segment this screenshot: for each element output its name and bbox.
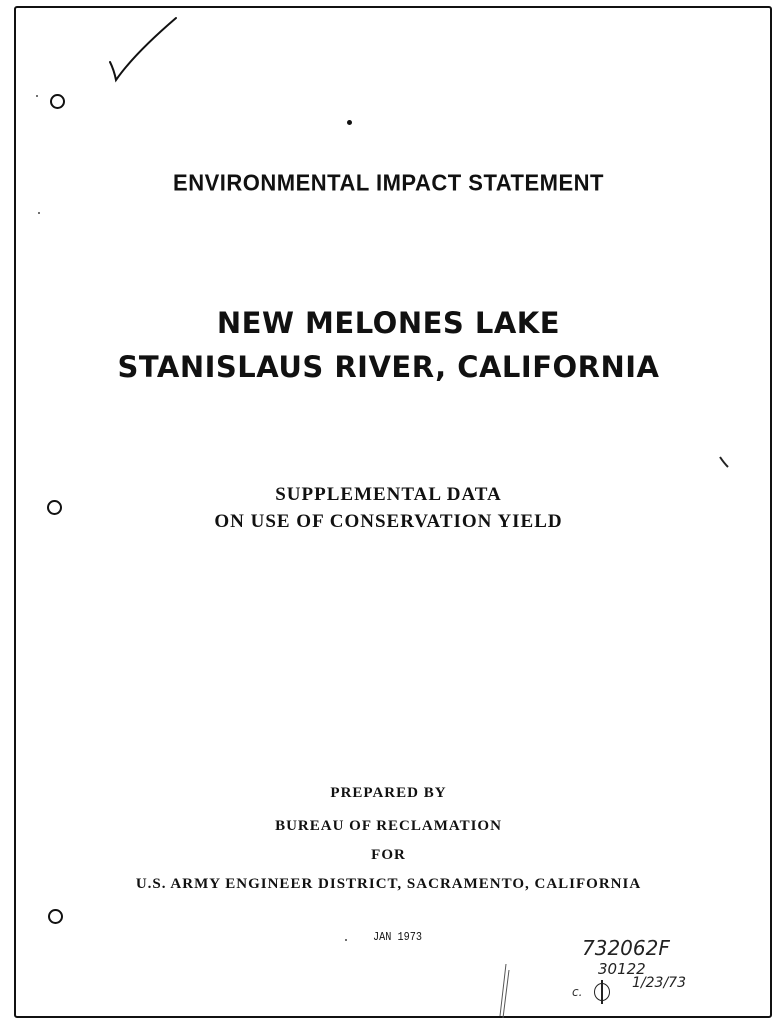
checkmark-icon bbox=[104, 14, 184, 84]
handwritten-id: 732062F bbox=[582, 936, 670, 960]
title-line-2: STANISLAUS RIVER, CALIFORNIA bbox=[117, 350, 660, 384]
speck bbox=[345, 939, 347, 941]
speck bbox=[36, 95, 38, 97]
scratch-mark bbox=[494, 960, 514, 1020]
preparer-name: BUREAU OF RECLAMATION bbox=[275, 818, 502, 834]
document-header: ENVIRONMENTAL IMPACT STATEMENT bbox=[173, 169, 604, 196]
handwritten-prefix: c. bbox=[572, 985, 583, 999]
subtitle-line-1: SUPPLEMENTAL DATA bbox=[275, 484, 502, 505]
subtitle-line-2: ON USE OF CONSERVATION YIELD bbox=[214, 511, 563, 532]
ink-dot bbox=[347, 120, 352, 125]
scratch-mark bbox=[718, 455, 730, 469]
document-date: JAN 1973 bbox=[373, 930, 422, 944]
handwritten-number: 30122 bbox=[598, 960, 646, 978]
prepared-by-label: PREPARED BY bbox=[330, 785, 447, 801]
handwritten-date: 1/23/73 bbox=[632, 975, 686, 991]
circled-mark-icon bbox=[594, 983, 610, 1001]
punch-hole-top bbox=[50, 94, 65, 109]
client-name: U.S. ARMY ENGINEER DISTRICT, SACRAMENTO, CALIFORNIA bbox=[135, 876, 642, 892]
title-line-1: NEW MELONES LAKE bbox=[216, 306, 561, 340]
for-label: FOR bbox=[371, 847, 406, 863]
speck bbox=[38, 212, 40, 214]
punch-hole-bottom bbox=[48, 909, 63, 924]
